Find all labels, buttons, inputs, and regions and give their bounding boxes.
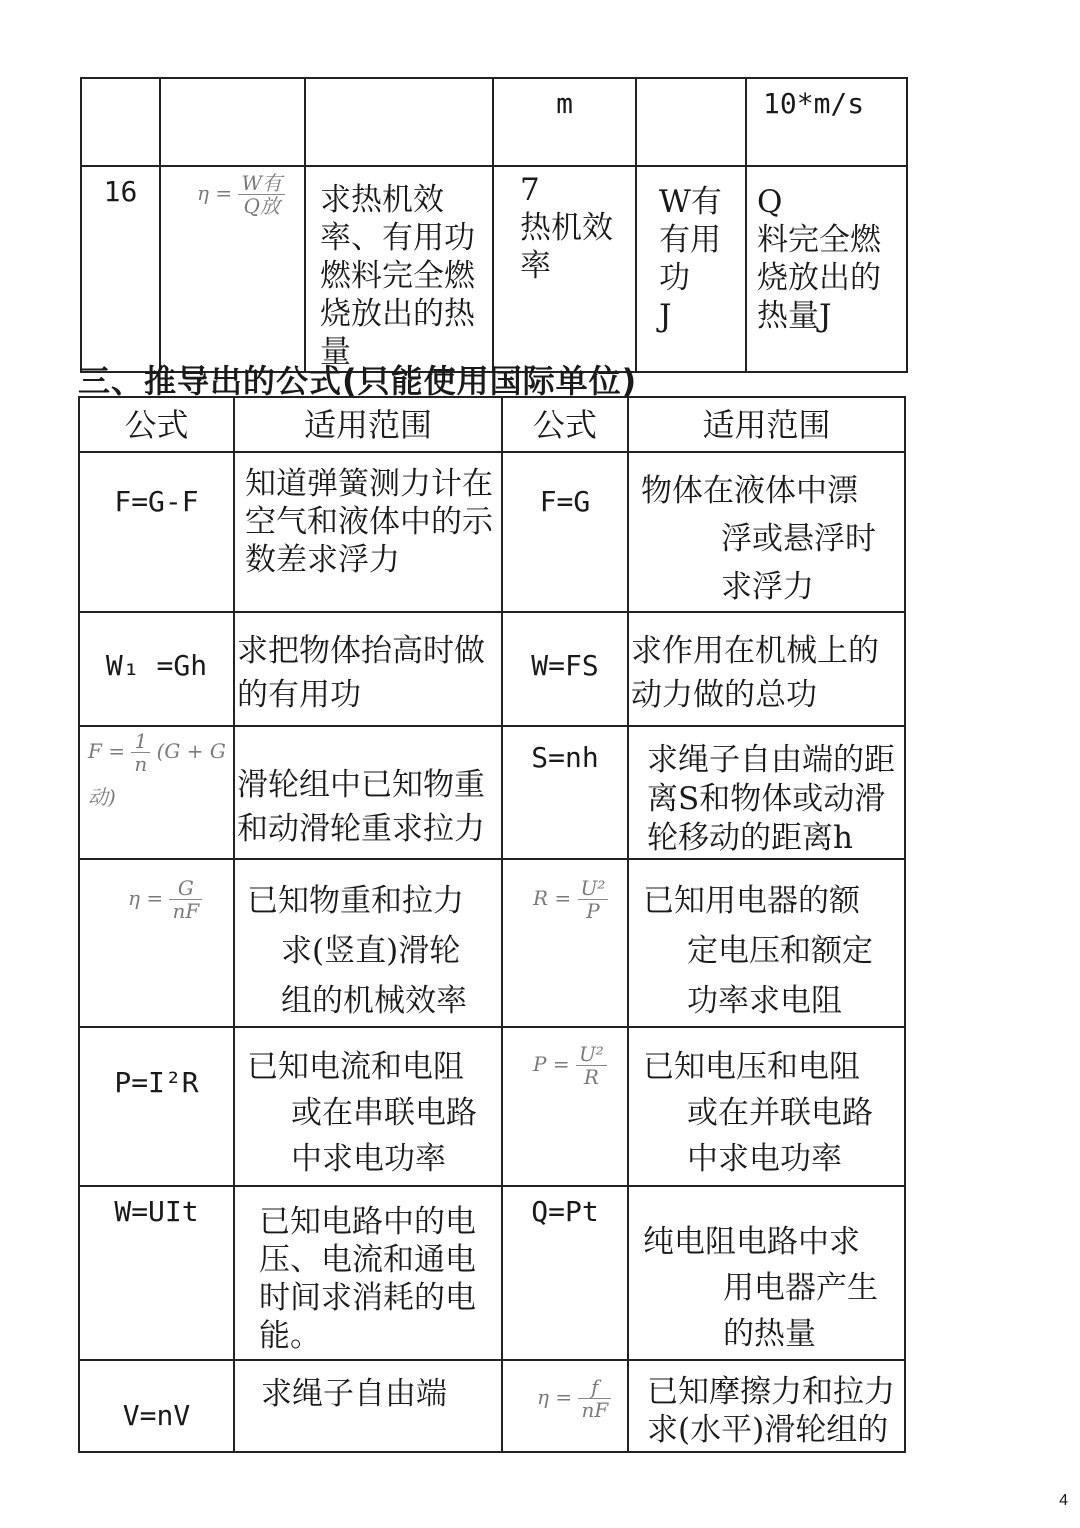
scope: 已知摩擦力和拉力求(水平)滑轮组的: [628, 1360, 905, 1452]
scope-line: 浮或悬浮时: [721, 521, 876, 557]
table-row: [79, 1360, 905, 1452]
scope-line: 已知电流和电阻: [247, 1049, 464, 1085]
scope: 已知电路中的电压、电流和通电时间求消耗的电能。: [234, 1186, 502, 1360]
table-row: [81, 78, 907, 166]
formula: P=I²R: [79, 1027, 234, 1186]
scope-line: 用电器产生: [723, 1270, 878, 1306]
formula-image: [79, 859, 234, 1027]
formula-lhs: η =: [197, 181, 233, 205]
formula-image: [502, 1360, 628, 1452]
scope: [234, 859, 502, 1027]
scope: [628, 452, 905, 612]
row-number: 16: [81, 166, 160, 372]
table-row: [79, 1027, 905, 1186]
formula-image: [160, 166, 305, 372]
scope-line: 已知电压和电阻: [643, 1049, 860, 1085]
table-row: [79, 859, 905, 1027]
scope-line: 物体在液体中漂: [641, 473, 858, 509]
scope: [628, 1027, 905, 1186]
scope: [628, 1186, 905, 1360]
header-scope-2: 适用范围: [628, 397, 905, 452]
quantity-name: 7 热机效率: [493, 166, 636, 372]
formula: W₁ =Gh: [79, 612, 234, 726]
formula-denominator: Q放: [243, 194, 280, 218]
table-row: [79, 1186, 905, 1360]
scope: 求绳子自由端: [234, 1360, 502, 1452]
cell: [160, 78, 305, 166]
scope-line: 定电压和额定: [687, 933, 873, 969]
scope-line: 中求电功率: [291, 1141, 446, 1177]
header-formula: 公式: [79, 397, 234, 452]
header-scope: 适用范围: [234, 397, 502, 452]
scope-line: 中求电功率: [687, 1141, 842, 1177]
scope: 求绳子自由端的距离S和物体或动滑轮移动的距离h: [628, 726, 905, 859]
formula: S=nh: [502, 726, 628, 859]
formula-rhs: (G + G动): [88, 739, 226, 809]
formula: W=UIt: [79, 1186, 234, 1360]
scope-line: 或在并联电路: [687, 1095, 873, 1131]
scope: 知道弹簧测力计在空气和液体中的示数差求浮力: [234, 452, 502, 612]
cell: [81, 78, 160, 166]
page-number: 4: [1059, 1492, 1068, 1509]
formula-denominator: R: [583, 1065, 599, 1089]
formula-denominator: nF: [172, 899, 200, 923]
scope-line: 功率求电阻: [687, 983, 842, 1019]
formula-denominator: P: [586, 899, 600, 923]
header-formula-2: 公式: [502, 397, 628, 452]
formula-image: [502, 1027, 628, 1186]
cell-unit-m: m: [493, 78, 636, 166]
scope: [234, 1027, 502, 1186]
formula-lhs: P =: [533, 1052, 570, 1076]
formula-numerator: U²: [578, 877, 609, 900]
table-row: [79, 726, 905, 859]
cell: [636, 78, 746, 166]
formula: F=G: [502, 452, 628, 612]
formula-numerator: 1: [131, 730, 150, 753]
formula: Q=Pt: [502, 1186, 628, 1360]
scope: 求把物体抬高时做的有用功: [234, 612, 502, 726]
formula-lhs: η =: [537, 1385, 573, 1409]
scope-line: 已知用电器的额: [643, 883, 860, 919]
formula-numerator: W有: [238, 172, 285, 195]
scope: [628, 859, 905, 1027]
table-header-row: [79, 397, 905, 452]
formula-lhs: F =: [88, 739, 125, 763]
scope-line: 纯电阻电路中求: [643, 1224, 860, 1260]
table-row: [79, 452, 905, 612]
scope-line: 求浮力: [721, 569, 814, 605]
formula-image: [502, 859, 628, 1027]
scope-line: 或在串联电路: [291, 1095, 477, 1131]
formula-denominator: n: [134, 752, 148, 776]
formula-numerator: G: [169, 877, 202, 900]
formula: W=FS: [502, 612, 628, 726]
scope-line: 已知物重和拉力: [247, 883, 464, 919]
formula-numerator: U²: [576, 1043, 607, 1066]
scope-line: 求(竖直)滑轮: [281, 933, 461, 969]
formula-lhs: η =: [128, 886, 164, 910]
table-row: [81, 166, 907, 372]
description: 求热机效率、有用功燃料完全燃烧放出的热量: [305, 166, 493, 372]
scope-line: 组的机械效率: [281, 983, 467, 1019]
continuation-table: [80, 77, 908, 373]
cell: [305, 78, 493, 166]
formula-numerator: f: [578, 1376, 611, 1399]
derived-formula-table: [78, 396, 906, 1453]
table-row: [79, 612, 905, 726]
scope: 求作用在机械上的动力做的总功: [628, 612, 905, 726]
scope-line: 的热量: [723, 1316, 816, 1352]
formula-image: [79, 726, 234, 859]
quantity-desc: Q 料完全燃烧放出的热量J: [746, 166, 907, 372]
cell-speed-unit: 10*m/s: [746, 78, 907, 166]
quantity-symbol: W有 有用功 J: [636, 166, 746, 372]
formula: F=G-F: [79, 452, 234, 612]
formula: V=nV: [79, 1360, 234, 1452]
formula-denominator: nF: [581, 1398, 609, 1422]
section-heading: 三、推导出的公式(只能使用国际单位): [78, 362, 638, 400]
scope: 滑轮组中已知物重和动滑轮重求拉力: [234, 726, 502, 859]
formula-lhs: R =: [533, 886, 572, 910]
